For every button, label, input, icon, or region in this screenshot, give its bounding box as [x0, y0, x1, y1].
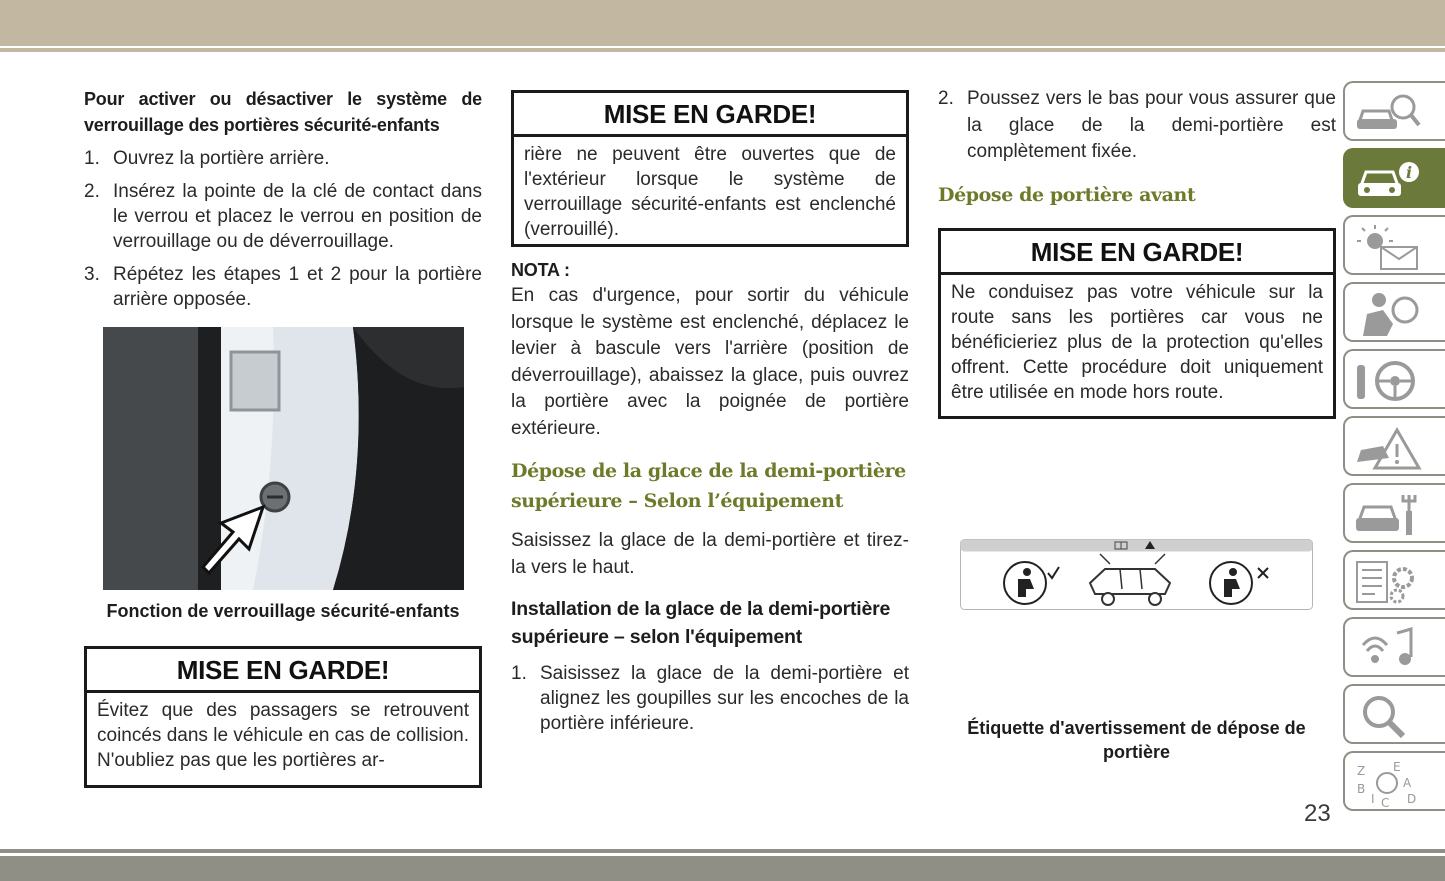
svg-text:E: E — [1393, 760, 1401, 774]
warning-title: MISE EN GARDE! — [514, 93, 906, 137]
warning-light-envelope-icon — [1353, 223, 1423, 271]
svg-text:D: D — [1407, 792, 1417, 806]
multimedia-note-icon — [1353, 625, 1423, 673]
photo-caption: Fonction de verrouillage sécurité-enfants — [106, 601, 460, 621]
top-band — [0, 0, 1445, 46]
door-warning-label — [960, 539, 1313, 610]
warning-box-3 — [938, 228, 1336, 419]
tab-airbag[interactable] — [1343, 282, 1445, 342]
column-1 — [84, 86, 482, 312]
warning-title: MISE EN GARDE! — [87, 649, 479, 693]
specs-gear-icon — [1353, 558, 1423, 606]
page-number: 23 — [1304, 800, 1331, 827]
bottom-band — [0, 856, 1445, 881]
section-title-install: Installation de la glace de la demi-portière supérieure – selon l'équipement — [511, 598, 891, 648]
list-item: 1. Saisissez la glace de la demi-portière et alignez les goupilles sur les encoches de la portière inférieure. — [511, 663, 909, 734]
section-text-removal: Saisissez la glace de la demi-portière et tirez-la vers le haut. — [511, 530, 909, 578]
label-caption: Étiquette d'avertissement de dépose de portière — [967, 718, 1306, 762]
car-wrench-icon — [1353, 491, 1423, 539]
tab-warning-lights[interactable] — [1343, 215, 1445, 275]
search-magnifier-icon — [1353, 692, 1423, 740]
warning-text: Évitez que des passagers se retrouvent coincés dans le véhicule en cas de collision. N'oubliez pas que les portières ar- — [97, 700, 469, 771]
svg-text:I: I — [1371, 792, 1375, 806]
nota-label: NOTA : — [511, 260, 570, 280]
index-letters-icon — [1353, 759, 1423, 807]
warning-text: rière ne peuvent être ouvertes que de l'extérieur lorsque le système de verrouillage sécurité-enfants est enclenché (verrouillé). — [524, 144, 896, 240]
tab-search[interactable] — [1343, 684, 1445, 744]
tab-specifications[interactable] — [1343, 550, 1445, 610]
svg-text:A: A — [1403, 776, 1412, 790]
tab-maintenance[interactable] — [1343, 483, 1445, 543]
nota-text: En cas d'urgence, pour sortir du véhicule lorsque le système est enclenché, déplacez le levier à bascule vers l'arrière (position de déverrouillage), abaissez la glace, puis ouvrez la portière avec la poignée de portière extérieure. — [511, 285, 909, 439]
warning-box-2 — [511, 90, 909, 247]
list-item: 1. Ouvrez la portière arrière. — [84, 148, 330, 169]
tab-multimedia[interactable] — [1343, 617, 1445, 677]
warning-text: Ne conduisez pas votre véhicule sur la route sans les portières car vous ne bénéficieriez plus de la protection qu'elles offrent. Cette procédure doit uniquement être utilisée en mode hors route. — [951, 282, 1323, 403]
top-band-line — [0, 48, 1445, 52]
bottom-band-line — [0, 849, 1445, 853]
car-magnifier-icon — [1353, 89, 1423, 137]
section-title-removal: Dépose de la glace de la demi-portière supérieure – Selon l’équipement — [511, 460, 906, 512]
svg-text:C: C — [1381, 796, 1390, 807]
airbag-person-icon — [1353, 290, 1423, 338]
column-3 — [938, 86, 1336, 210]
child-lock-photo — [103, 327, 464, 590]
list-item: 3. Répétez les étapes 1 et 2 pour la portière arrière opposée. — [84, 264, 482, 310]
svg-text:B: B — [1357, 782, 1366, 796]
svg-text:Z: Z — [1357, 764, 1366, 778]
key-steering-wheel-icon — [1353, 357, 1423, 405]
column-2 — [511, 257, 909, 736]
car-info-icon — [1353, 156, 1423, 204]
tab-emergency[interactable] — [1343, 416, 1445, 476]
child-lock-heading: Pour activer ou désactiver le système de verrouillage des portières sécurité-enfants — [84, 89, 482, 135]
section-title-front-door: Dépose de portière avant — [938, 183, 1196, 206]
svg-text:i: i — [1406, 163, 1413, 182]
warning-box-1 — [84, 646, 482, 788]
warning-title: MISE EN GARDE! — [941, 231, 1333, 275]
tab-index[interactable] — [1343, 751, 1445, 811]
list-item: 2. Poussez vers le bas pour vous assurer que la glace de la demi-portière est complètement fixée. — [938, 88, 1336, 162]
tab-car-magnifier[interactable] — [1343, 81, 1445, 141]
list-item: 2. Insérez la pointe de la clé de contact dans le verrou et placez le verrou en position de verrouillage ou de déverrouillage. — [84, 181, 482, 252]
car-crash-warning-icon — [1353, 424, 1423, 472]
tab-starting-driving[interactable] — [1343, 349, 1445, 409]
tab-car-info[interactable] — [1343, 148, 1445, 208]
